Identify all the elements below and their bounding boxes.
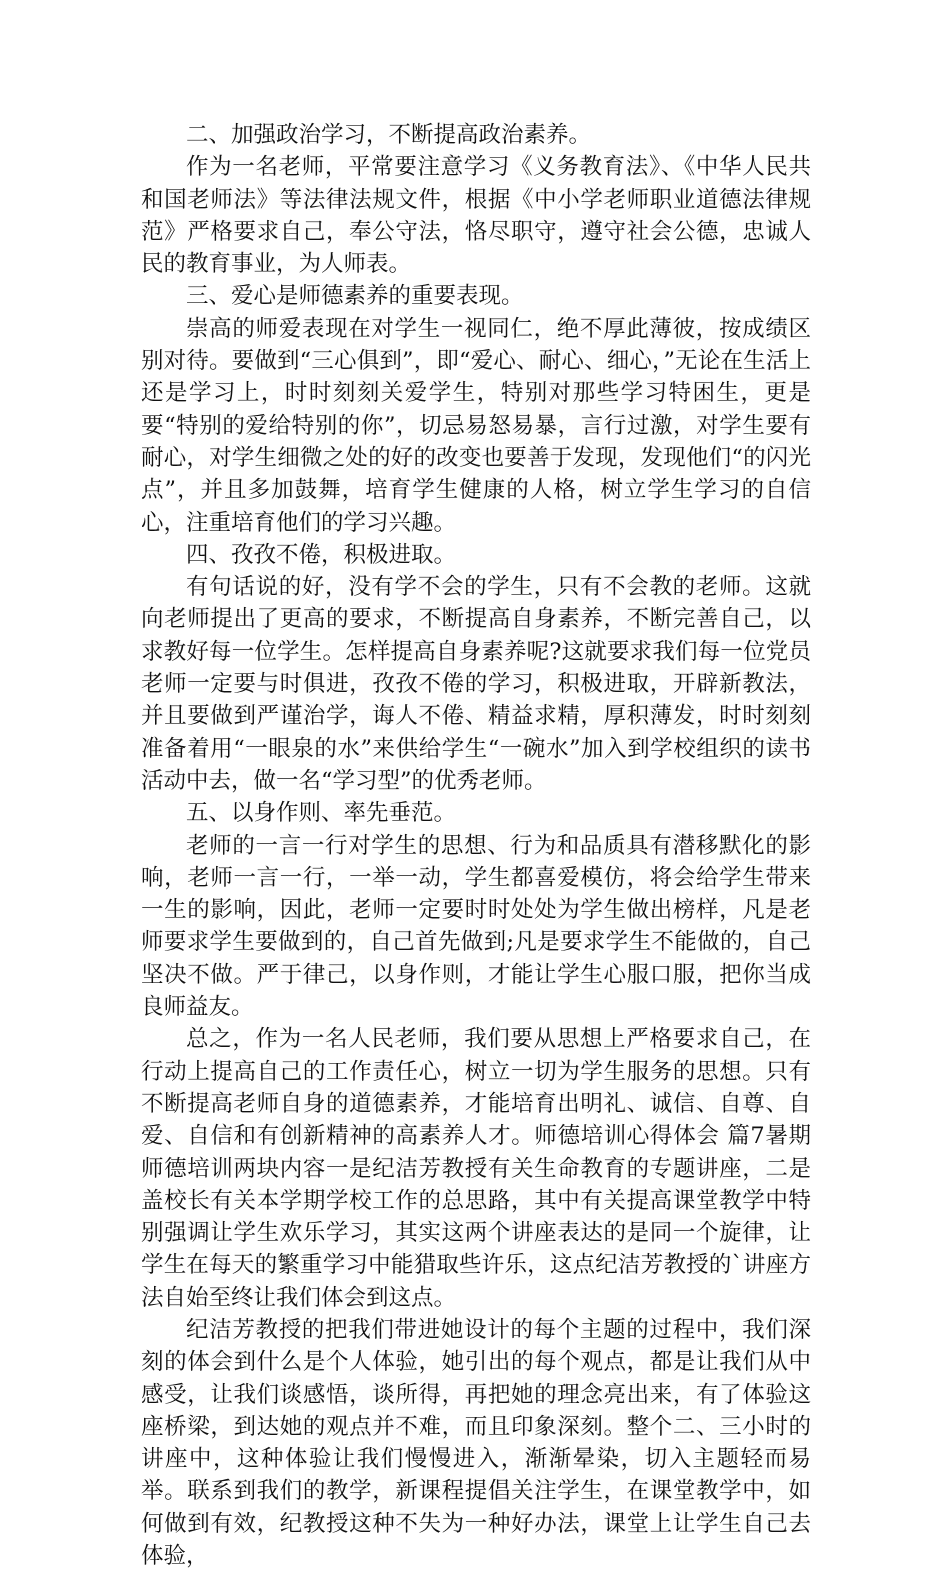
paragraph-self-improvement: 有句话说的好，没有学不会的学生，只有不会教的老师。这就向老师提出了更高的要求，不断提高自身素养，不断完善自己，以求教好每一位学生。怎样提高自身素养呢?这就要求我们每一位党员老师一定要与时俱进，孜孜不倦的学习，积极进取，开辟新教法，并且要做到严谨治学，诲人不倦、精益求精，厚积薄发，时时刻刻准备着用“一眼泉的水”来供给学生“一碗水”加入到学校组织的读书活动中去，做一名“学习型”的优秀老师。 <box>141 574 811 794</box>
heading-4-diligence: 四、孜孜不倦，积极进取。 <box>186 541 457 568</box>
document-body <box>141 119 811 1572</box>
heading-3-love: 三、爱心是师德素养的重要表现。 <box>186 283 524 310</box>
paragraph-summary: 总之，作为一名人民老师，我们要从思想上严格要求自己，在行动上提高自己的工作责任心，树立一切为学生服务的思想。只有不断提高老师自身的道德素养，才能培育出明礼、诚信、自尊、自爱、自信和有创新精神的高素养人才。师德培训心得体会 篇7暑期师德培训两块内容一是纪洁芳教授有关生命教育的专题讲座，二是盖校长有关本学期学校工作的总思路，其中有关提高课堂教学中特别强调让学生欢乐学习，其实这两个讲座表达的是同一个旋律，让学生在每天的繁重学习中能猎取些许乐，这点纪洁芳教授的`讲座方法自始至终让我们体会到这点。 <box>141 1026 811 1311</box>
paragraph-role-model: 老师的一言一行对学生的思想、行为和品质具有潜移默化的影响，老师一言一行，一举一动，学生都喜爱模仿，将会给学生带来一生的影响，因此，老师一定要时时处处为学生做出榜样，凡是老师要求学生要做到的，自己首先做到;凡是要求学生不能做的，自己坚决不做。严于律己，以身作则，才能让学生心服口服，把你当成良师益友。 <box>141 832 811 1021</box>
paragraph-teacher-love: 崇高的师爱表现在对学生一视同仁，绝不厚此薄彼，按成绩区别对待。要做到“三心俱到”，即“爱心、耐心、细心，”无论在生活上还是学习上，时时刻刻关爱学生，特别对那些学习特困生，更是要“特别的爱给特别的你”，切忌易怒易暴，言行过激，对学生要有耐心，对学生细微之处的好的改变也要善于发现，发现他们“的闪光点”，并且多加鼓舞，培育学生健康的人格，树立学生学习的自信心，注重培育他们的学习兴趣。 <box>141 315 811 536</box>
paragraph-law-study: 作为一名老师，平常要注意学习《义务教育法》、《中华人民共和国老师法》等法律法规文件，根据《中小学老师职业道德法律规范》严格要求自己，奉公守法，恪尽职守，遵守社会公德，忠诚人民的教育事业，为人师表。 <box>141 154 811 278</box>
heading-5-example: 五、以身作则、率先垂范。 <box>186 800 457 827</box>
heading-2-political-study: 二、加强政治学习，不断提高政治素养。 <box>186 122 592 148</box>
paragraph-lecture-experience: 纪洁芳教授的把我们带进她设计的每个主题的过程中，我们深刻的体会到什么是个人体验，她引出的每个观点，都是让我们从中感受，让我们谈感悟，谈所得，再把她的理念亮出来，有了体验这座桥梁，到达她的观点并不难，而且印象深刻。整个二、三小时的讲座中，这种体验让我们慢慢进入，渐渐晕染，切入主题轻而易举。联系到我们的教学，新课程提倡关注学生，在课堂教学中，如何做到有效，纪教授这种不失为一种好办法，课堂上让学生自己去体验， <box>141 1316 811 1570</box>
